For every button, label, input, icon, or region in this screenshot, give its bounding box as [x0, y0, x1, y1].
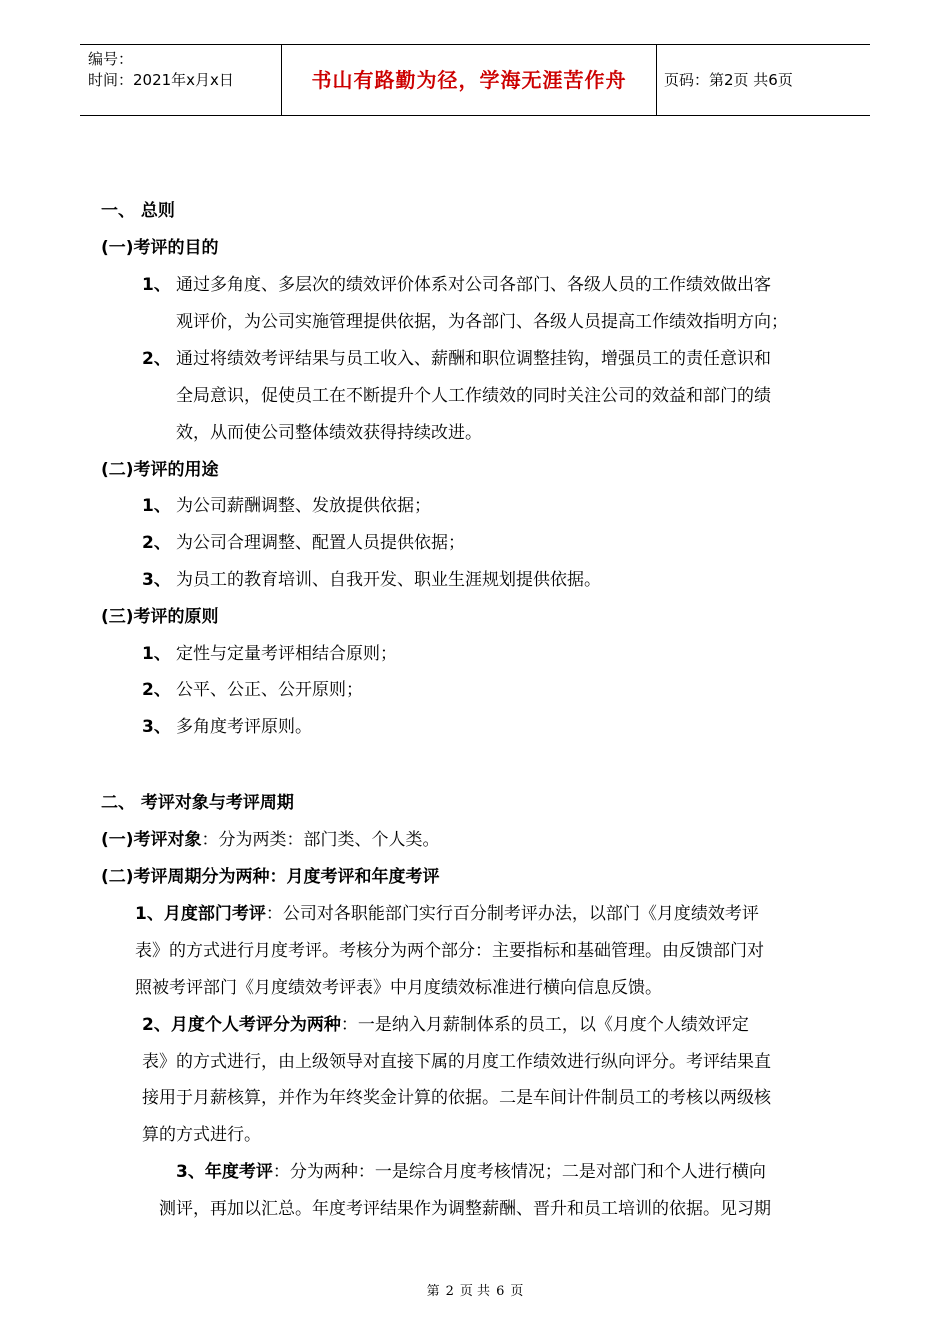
paragraph-line: 测评，再加以汇总。年度考评结果作为调整薪酬、晋升和员工培训的依据。见习期 [159, 1199, 771, 1219]
section-2-title: 二、 考评对象与考评周期 [101, 793, 294, 813]
list-item: 为员工的教育培训、自我开发、职业生涯规划提供依据。 [176, 570, 601, 590]
section-1a-title: (一)考评的目的 [101, 238, 219, 258]
paragraph-line: 全局意识，促使员工在不断提升个人工作绩效的同时关注公司的效益和部门的绩 [176, 386, 771, 406]
code-label: 编号： [88, 50, 134, 68]
paragraph-line: 照被考评部门《月度绩效考评表》中月度绩效标准进行横向信息反馈。 [135, 978, 662, 998]
paragraph-line: 接用于月薪核算，并作为年终奖金计算的依据。二是车间计件制员工的考核以两级核 [142, 1088, 771, 1108]
footer-page: 2 [445, 1284, 454, 1299]
page-footer [0, 1280, 950, 1299]
list-item: 多角度考评原则。 [176, 717, 312, 737]
list-item: 为公司合理调整、配置人员提供依据； [176, 533, 465, 553]
time-label: 时间：2021年x月x日 [88, 71, 234, 89]
header-page-info: 页码：第2页 共6页 [664, 71, 793, 89]
footer-suffix: 页 [510, 1284, 524, 1299]
paragraph-line: 算的方式进行。 [142, 1125, 261, 1145]
list-item: 为公司薪酬调整、发放提供依据； [176, 496, 431, 516]
section-1c-title: (三)考评的原则 [101, 607, 219, 627]
paragraph-line: 效，从而使公司整体绩效获得持续改进。 [176, 423, 482, 443]
footer-total: 6 [496, 1284, 505, 1299]
list-item: 公平、公正、公开原则； [176, 680, 363, 700]
section-1-title: 一、 总则 [101, 201, 175, 221]
list-number: 2、 [142, 680, 171, 700]
section-2a-line [101, 828, 440, 852]
header-meta [88, 49, 280, 91]
list-number: 3、 [142, 717, 171, 737]
item-label: 3、年度考评 [176, 1162, 273, 1182]
paragraph-line [142, 1013, 749, 1037]
header-motto: 书山有路勤为径，学海无涯苦作舟 [281, 45, 657, 115]
paragraph-line [135, 902, 759, 926]
item-label: 1、月度部门考评 [135, 904, 266, 924]
item-label: 2、月度个人考评分为两种 [142, 1015, 341, 1035]
list-number: 1、 [142, 496, 171, 516]
list-number: 3、 [142, 570, 171, 590]
section-2a-text: ：分为两类：部门类、个人类。 [201, 830, 440, 850]
list-number: 1、 [142, 644, 171, 664]
paragraph-line: 通过多角度、多层次的绩效评价体系对公司各部门、各级人员的工作绩效做出客 [176, 275, 771, 295]
footer-prefix: 第 [426, 1284, 440, 1299]
section-1b-title: (二)考评的用途 [101, 460, 219, 480]
list-item: 定性与定量考评相结合原则； [176, 644, 397, 664]
section-2b-title: (二)考评周期分为两种：月度考评和年度考评 [101, 867, 440, 887]
list-number: 1、 [142, 275, 171, 295]
paragraph-line: 通过将绩效考评结果与员工收入、薪酬和职位调整挂钩，增强员工的责任意识和 [176, 349, 771, 369]
item-text: ：一是纳入月薪制体系的员工，以《月度个人绩效评定 [340, 1015, 749, 1035]
paragraph-line: 表》的方式进行，由上级领导对直接下属的月度工作绩效进行纵向评分。考评结果直 [142, 1052, 771, 1072]
paragraph-line: 观评价，为公司实施管理提供依据，为各部门、各级人员提高工作绩效指明方向； [176, 312, 788, 332]
item-text: ：公司对各职能部门实行百分制考评办法，以部门《月度绩效考评 [265, 904, 759, 924]
item-text: ：分为两种：一是综合月度考核情况；二是对部门和个人进行横向 [272, 1162, 766, 1182]
list-number: 2、 [142, 533, 171, 553]
paragraph-line: 表》的方式进行月度考评。考核分为两个部分：主要指标和基础管理。由反馈部门对 [135, 941, 764, 961]
section-2a-label: (一)考评对象 [101, 830, 202, 850]
paragraph-line [176, 1160, 766, 1184]
page-header [80, 44, 870, 116]
list-number: 2、 [142, 349, 171, 369]
footer-mid: 页 共 [459, 1284, 491, 1299]
